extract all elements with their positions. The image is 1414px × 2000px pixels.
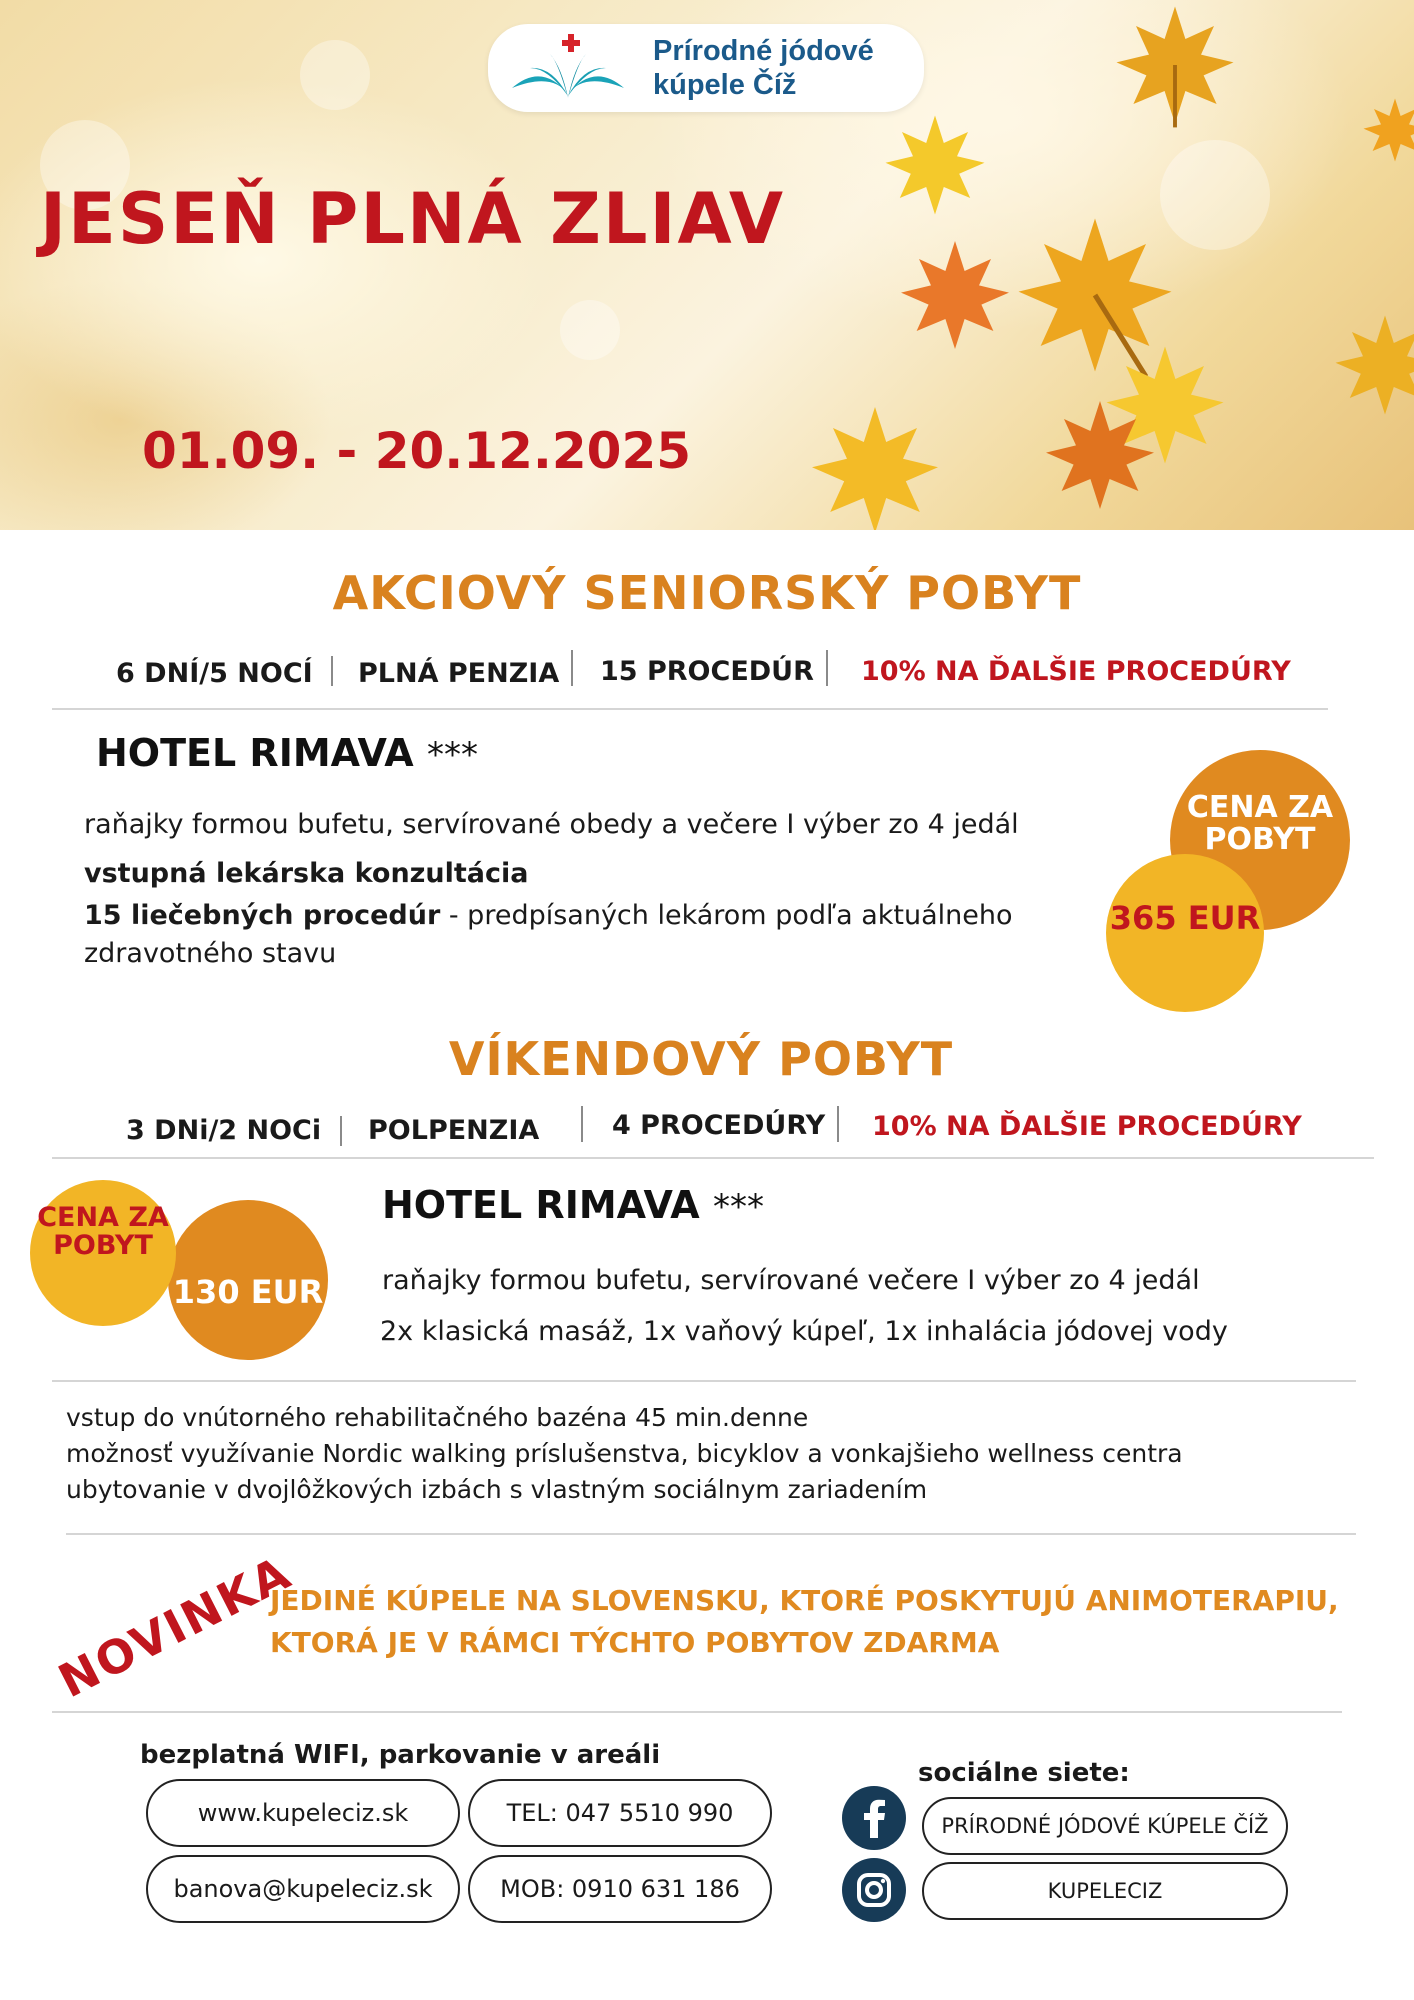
maple-leaf-icon [1040, 390, 1160, 520]
weekend-stay-title: VÍKENDOVÝ POBYT [448, 1032, 954, 1086]
social-label: sociálne siete: [918, 1758, 1130, 1788]
senior-procedures-note: - predpísaných lekárom podľa aktuálneho [448, 900, 1013, 931]
brand-name-line1: Prírodné jódové [653, 35, 874, 67]
weekend-feature-duration: 3 DNi/2 NOCi [126, 1115, 322, 1146]
weekend-feature-procedures: 4 PROCEDÚRY [612, 1110, 826, 1141]
novinka-text [270, 1580, 1339, 1664]
senior-stay-title: AKCIOVÝ SENIORSKÝ POBYT [332, 566, 1082, 620]
hero-banner [0, 0, 1414, 530]
senior-consult: vstupná lekárska konzultácia [84, 858, 529, 889]
weekend-hotel-title: HOTEL RIMAVA [382, 1183, 700, 1227]
divider [66, 1533, 1356, 1535]
weekend-feature-board: POLPENZIA [368, 1115, 540, 1146]
divider [52, 708, 1328, 710]
senior-feature-procedures: 15 PROCEDÚR [600, 656, 814, 687]
weekend-price-label: CENA ZA POBYT [37, 1202, 169, 1261]
novinka-line-1: JEDINÉ KÚPELE NA SLOVENSKU, KTORÉ POSKYTUJÚ ANIMOTERAPIU, [270, 1584, 1339, 1617]
weekend-procedures: 2x klasická masáž, 1x vaňový kúpeľ, 1x inhalácia jódovej vody [380, 1316, 1228, 1347]
novinka-line-2: KTORÁ JE V RÁMCI TÝCHTO POBYTOV ZDARMA [270, 1626, 1000, 1659]
senior-feature-duration: 6 DNÍ/5 NOCÍ [116, 658, 313, 689]
brand-logo[interactable] [488, 24, 924, 112]
amenity-nordic-walking: možnosť využívanie Nordic walking príslušenstva, bicyklov a vonkajšieho wellness centra [66, 1439, 1183, 1468]
weekend-feature-discount: 10% NA ĎALŠIE PROCEDÚRY [872, 1111, 1302, 1142]
facebook-link[interactable]: PRÍRODNÉ JÓDOVÉ KÚPELE ČÍŽ [922, 1797, 1288, 1855]
senior-price: 365 EUR [1109, 899, 1261, 937]
telephone-link[interactable]: TEL: 047 5510 990 [468, 1779, 772, 1847]
spa-logo-icon [502, 32, 632, 104]
amenity-accommodation: ubytovanie v dvojlôžkových izbách s vlastným sociálnym zariadením [66, 1475, 928, 1504]
senior-procedures-count: 15 liečebných procedúr [84, 900, 441, 931]
facebook-icon[interactable] [842, 1786, 906, 1850]
instagram-icon[interactable] [842, 1858, 906, 1922]
amenities-note: bezplatná WIFI, parkovanie v areáli [140, 1740, 661, 1770]
senior-meals: raňajky formou bufetu, servírované obedy a večere I výber zo 4 jedál [84, 809, 1019, 840]
divider [52, 1380, 1356, 1382]
weekend-hotel-name [382, 1183, 764, 1227]
maple-leaf-icon [790, 400, 960, 530]
mobile-link[interactable]: MOB: 0910 631 186 [468, 1855, 772, 1923]
email-link[interactable]: banova@kupeleciz.sk [146, 1855, 460, 1923]
senior-feature-discount: 10% NA ĎALŠIE PROCEDÚRY [861, 656, 1291, 687]
senior-procedures [84, 897, 1104, 973]
page-title: JESEŇ PLNÁ ZLIAV [40, 178, 786, 260]
senior-procedures-note-2: zdravotného stavu [84, 938, 337, 969]
brand-name-line2: kúpele Číž [653, 69, 797, 101]
common-amenities [66, 1400, 1326, 1508]
weekend-hotel-stars: *** [712, 1187, 764, 1227]
novinka-badge: NOVINKA [50, 1545, 300, 1709]
weekend-meals: raňajky formou bufetu, servírované večere I výber zo 4 jedál [382, 1265, 1200, 1296]
senior-hotel-title: HOTEL RIMAVA [96, 731, 414, 775]
maple-leaf-icon [1330, 300, 1414, 430]
brand-name [653, 34, 913, 102]
senior-price-label: CENA ZA POBYT [1186, 790, 1334, 857]
divider [52, 1157, 1374, 1159]
divider [52, 1711, 1342, 1713]
maple-leaf-icon [880, 110, 990, 220]
maple-leaf-icon [1110, 0, 1240, 130]
senior-hotel-name [96, 731, 478, 775]
senior-hotel-stars: *** [426, 735, 478, 775]
instagram-link[interactable]: KUPELECIZ [922, 1862, 1288, 1920]
offer-dates: 01.09. - 20.12.2025 [142, 422, 692, 480]
maple-leaf-icon [1360, 80, 1414, 180]
maple-leaf-icon [895, 230, 1015, 360]
website-link[interactable]: www.kupeleciz.sk [146, 1779, 460, 1847]
senior-feature-board: PLNÁ PENZIA [358, 658, 560, 689]
weekend-price: 130 EUR [172, 1273, 324, 1311]
amenity-pool: vstup do vnútorného rehabilitačného bazéna 45 min.denne [66, 1403, 809, 1432]
